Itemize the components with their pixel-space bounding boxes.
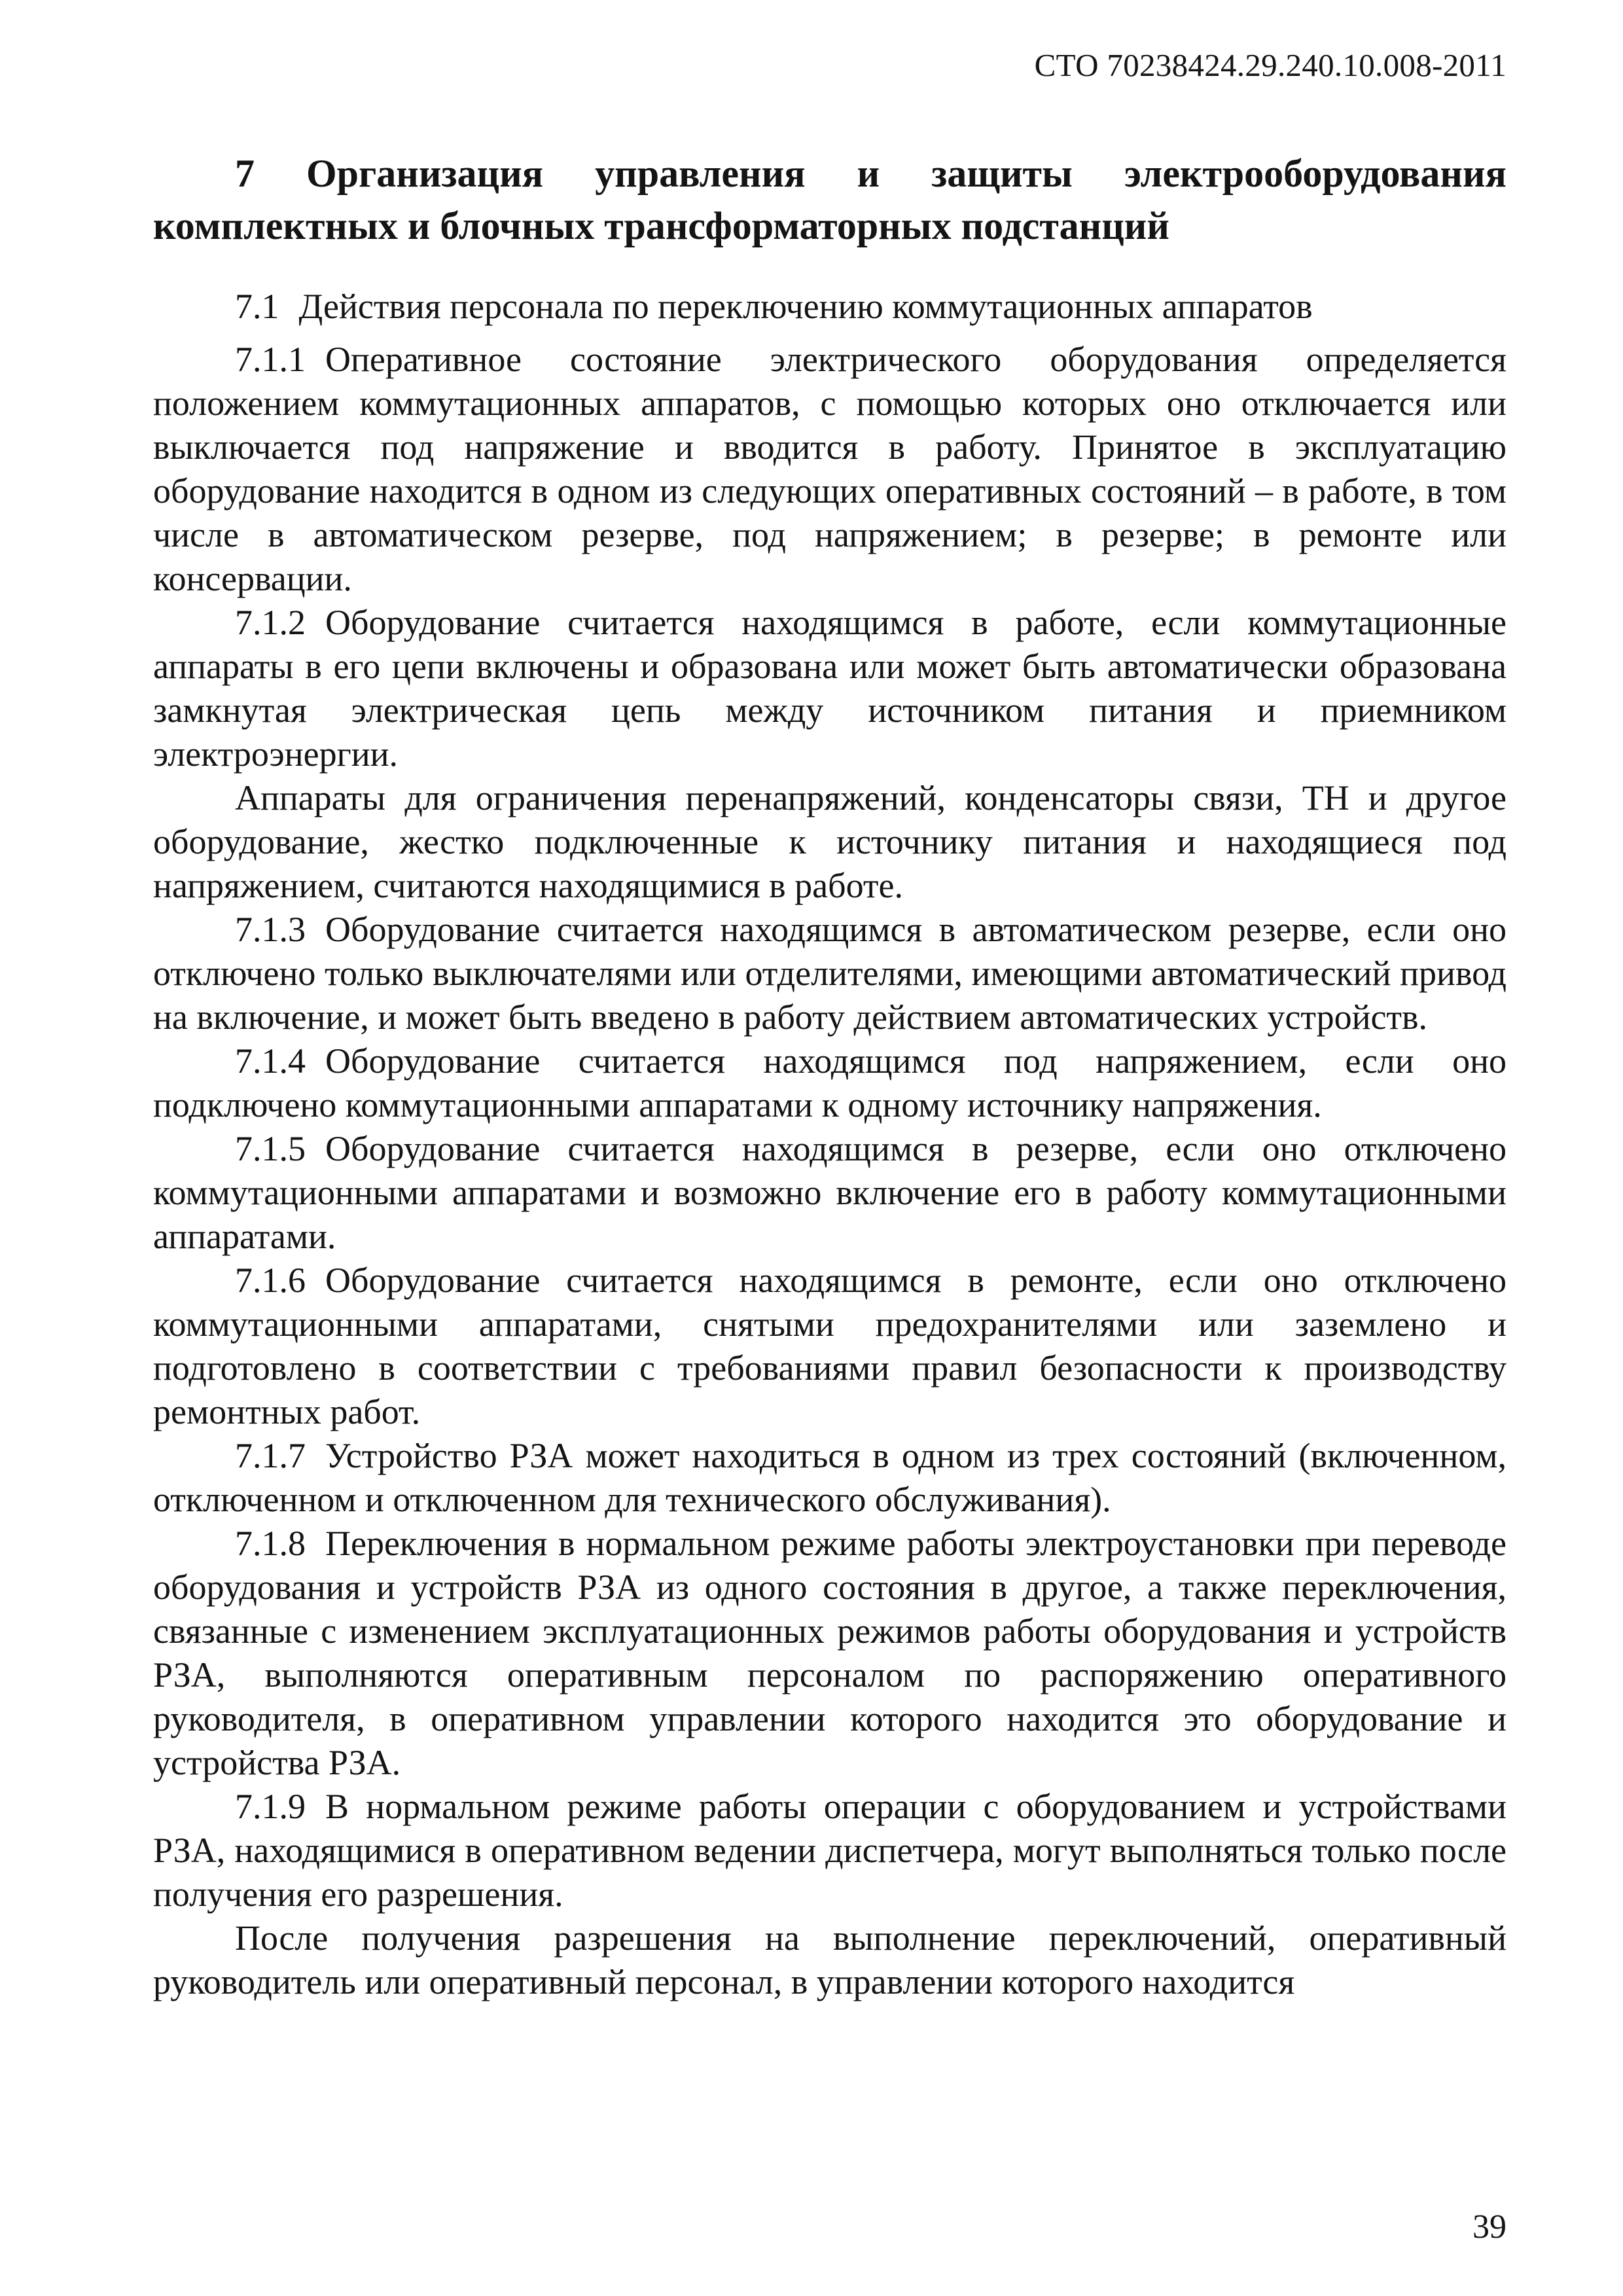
clause-7-1-2 xyxy=(153,601,1507,776)
subsection-7-1 xyxy=(153,285,1507,329)
clause-number: 7.1 xyxy=(235,287,279,326)
clause-text: Оборудование считается находящимся в автоматическом резерве, если оно отключено только выключателями или отделителями, имеющими автоматический привод на включение, и может быть введено в работу действием автоматических устройств. xyxy=(153,910,1507,1037)
paragraph-text: После получения разрешения на выполнение переключений, оперативный руководитель или оперативный персонал, в управлении которого находится xyxy=(153,1918,1507,2001)
clause-7-1-6 xyxy=(153,1259,1507,1434)
clause-text: Оборудование считается находящимся в резерве, если оно отключено коммутационными аппаратами и возможно включение его в работу коммутационными аппаратами. xyxy=(153,1129,1507,1256)
clause-7-1-8 xyxy=(153,1522,1507,1785)
clause-text: Устройство РЗА может находиться в одном из трех состояний (включенном, отключенном и отключенном для технического обслуживания). xyxy=(153,1436,1507,1519)
clause-text: Оперативное состояние электрического оборудования определяется положением коммутационных аппаратов, с помощью которых оно отключается или выключается под напряжение и вводится в работу. Принятое в эксплуатацию оборудование находится в одном из следующих оперативных состояний – в работе, в том числе в автоматическом резерве, под напряжением; в резерве; в ремонте или консервации. xyxy=(153,340,1507,598)
clause-number: 7.1.2 xyxy=(235,603,306,642)
clause-number: 7.1.6 xyxy=(235,1261,306,1300)
document-code: СТО 70238424.29.240.10.008-2011 xyxy=(1034,47,1507,83)
clause-number: 7.1.9 xyxy=(235,1787,306,1826)
clause-text: Оборудование считается находящимся в ремонте, если оно отключено коммутационными аппаратами, снятыми предохранителями или заземлено и подготовлено в соответствии с требованиями правил безопасности к производству ремонтных работ. xyxy=(153,1261,1507,1431)
page-number: 39 xyxy=(1472,2208,1507,2246)
paragraph-apparatus xyxy=(153,776,1507,908)
clause-number: 7.1.4 xyxy=(235,1041,306,1081)
clause-7-1-7 xyxy=(153,1434,1507,1522)
clause-7-1-4 xyxy=(153,1039,1507,1127)
clause-text: Оборудование считается находящимся под напряжением, если оно подключено коммутационными аппаратами к одному источнику напряжения. xyxy=(153,1041,1507,1124)
clause-text: Действия персонала по переключению коммутационных аппаратов xyxy=(298,287,1313,326)
paragraph-after-permission xyxy=(153,1916,1507,2004)
paragraph-text: Аппараты для ограничения перенапряжений, конденсаторы связи, ТН и другое оборудование, жестко подключенные к источнику питания и находящиеся под напряжением, считаются находящимися в работе. xyxy=(153,778,1507,905)
clause-7-1-1 xyxy=(153,338,1507,601)
clause-text: Оборудование считается находящимся в работе, если коммутационные аппараты в его цепи включены и образована или может быть автоматически образована замкнутая электрическая цепь между источником питания и приемником электроэнергии. xyxy=(153,603,1507,774)
clause-number: 7.1.8 xyxy=(235,1524,306,1563)
clause-7-1-5 xyxy=(153,1127,1507,1259)
clause-number: 7.1.7 xyxy=(235,1436,306,1475)
page-body xyxy=(153,147,1507,2004)
clause-text: Переключения в нормальном режиме работы электроустановки при переводе оборудования и устройств РЗА из одного состояния в другое, а также переключения, связанные с изменением эксплуатационных режимов работы оборудования и устройств РЗА, выполняются оперативным персоналом по распоряжению оперативного руководителя, в оперативном управлении которого находится это оборудование и устройства РЗА. xyxy=(153,1524,1507,1782)
clause-7-1-3 xyxy=(153,908,1507,1039)
clause-7-1-9 xyxy=(153,1785,1507,1916)
section-title: 7 Организация управления и защиты электрооборудования комплектных и блочных трансформаторных подстанций xyxy=(153,152,1507,247)
clause-text: В нормальном режиме работы операции с оборудованием и устройствами РЗА, находящимися в оперативном ведении диспетчера, могут выполняться только после получения его разрешения. xyxy=(153,1787,1507,1914)
clause-number: 7.1.3 xyxy=(235,910,306,949)
clause-number: 7.1.5 xyxy=(235,1129,306,1168)
clause-number: 7.1.1 xyxy=(235,340,306,379)
